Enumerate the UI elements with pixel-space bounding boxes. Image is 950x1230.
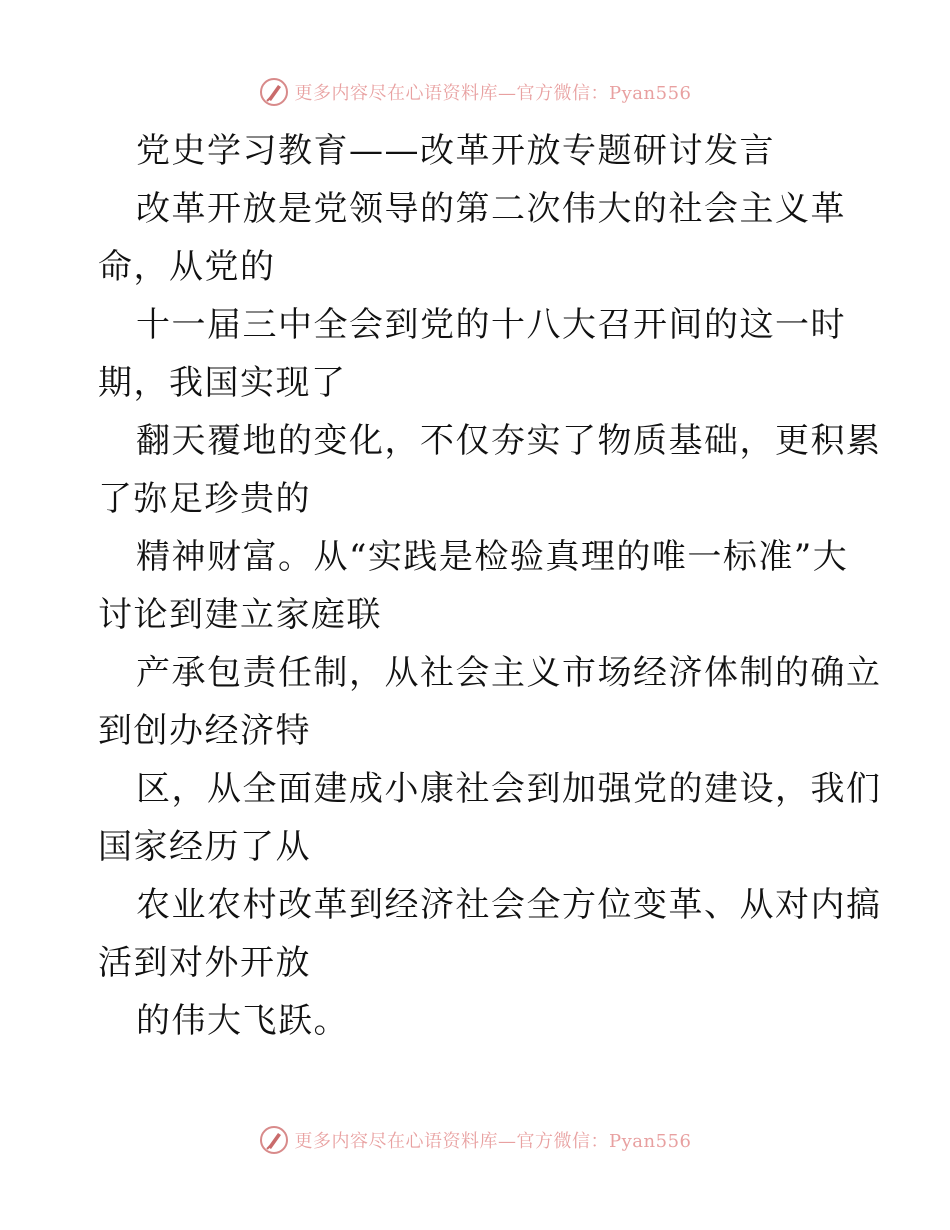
header-watermark	[0, 72, 950, 112]
paragraph-line: 产承包责任制，从社会主义市场经济体制的确立	[136, 653, 882, 693]
paragraph-line: 国家经历了从	[98, 827, 311, 867]
paragraph-line: 的伟大飞跃。	[136, 1001, 349, 1041]
quill-logo-icon	[259, 77, 289, 107]
paragraph-line: 精神财富。从“实践是检验真理的唯一标准”大	[136, 537, 849, 577]
paragraph-line: 翻天覆地的变化，不仅夯实了物质基础，更积累	[136, 421, 882, 461]
paragraph-line: 到创办经济特	[98, 711, 311, 751]
paragraph-line: 讨论到建立家庭联	[98, 595, 382, 635]
paragraph-line: 了弥足珍贵的	[98, 479, 311, 519]
paragraph-line: 命，从党的	[98, 247, 276, 287]
paragraph-line: 十一届三中全会到党的十八大召开间的这一时	[136, 305, 846, 345]
footer-watermark	[0, 1120, 950, 1160]
paragraph-line: 活到对外开放	[98, 943, 311, 983]
document-title: 党史学习教育——改革开放专题研讨发言	[136, 131, 775, 171]
quill-logo-icon	[259, 1125, 289, 1155]
watermark-text: 更多内容尽在心语资料库—官方微信：Pyan556	[294, 1131, 692, 1152]
paragraph-line: 农业农村改革到经济社会全方位变革、从对内搞	[136, 885, 882, 925]
document-body	[98, 122, 882, 1050]
paragraph-line: 区，从全面建成小康社会到加强党的建设，我们	[136, 769, 882, 809]
watermark-text: 更多内容尽在心语资料库—官方微信：Pyan556	[294, 83, 692, 104]
paragraph-line: 期，我国实现了	[98, 363, 347, 403]
paragraph-line: 改革开放是党领导的第二次伟大的社会主义革	[136, 189, 846, 229]
